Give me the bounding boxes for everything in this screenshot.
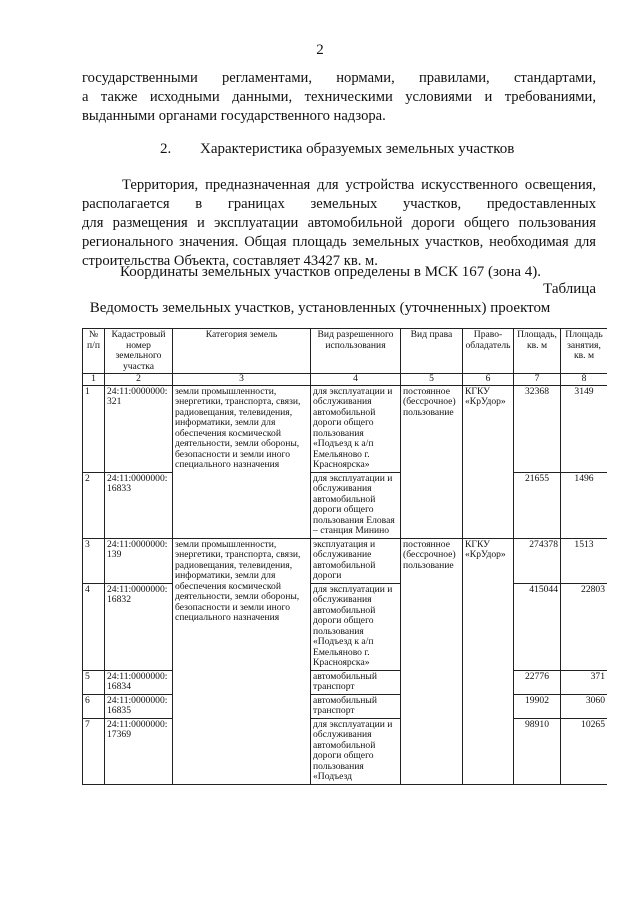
text-line: Территория, предназначенная для устройства искусственного освещения,: [122, 177, 596, 193]
permitted-use: для эксплуатации и обслуживания автомобильной дороги общего пользования «Подъезд к а/п Емельяново г. Красноярска»: [311, 385, 401, 472]
occupied-area: 1513: [561, 538, 608, 583]
territory-paragraph: [82, 176, 596, 271]
permitted-use: для эксплуатации и обслуживания автомобильной дороги общего пользования Еловая – станция Минино: [311, 472, 401, 538]
land-category: земли промышленности, энергетики, транспорта, связи, радиовещания, телевидения, информатики, земли для обеспечения космической деятельности, земли обороны, безопасности и земли иного специального назначения: [173, 538, 311, 784]
land-category: земли промышленности, энергетики, транспорта, связи, радиовещания, телевидения, информатики, земли для обеспечения космической деятельности, земли обороны, безопасности и земли иного специального назначения: [173, 385, 311, 538]
row-number: 6: [83, 694, 105, 718]
header-cell: Вид разрешенного использования: [311, 329, 401, 374]
column-number: 8: [561, 374, 608, 386]
text-line: располагается в границах земельных участков, предоставленных: [82, 196, 596, 212]
plot-area: 98910: [514, 718, 561, 784]
table-row: [83, 583, 608, 670]
header-cell: Кадастровый номер земельного участка: [105, 329, 173, 374]
column-number-row: [83, 374, 608, 386]
plot-area: 32368: [514, 385, 561, 472]
column-number: 6: [463, 374, 514, 386]
plot-area: 22776: [514, 670, 561, 694]
table-row: [83, 472, 608, 538]
occupied-area: 22803: [561, 583, 608, 670]
row-number: 3: [83, 538, 105, 583]
intro-paragraph: [82, 69, 596, 126]
table-row: [83, 670, 608, 694]
table-row: [83, 718, 608, 784]
text-line: строительства Объекта, составляет 43427 кв. м.: [82, 253, 378, 269]
text-line: а также исходными данными, техническими условиями и требованиями,: [82, 89, 596, 105]
permitted-use: автомобильный транспорт: [311, 694, 401, 718]
section-heading: [160, 141, 514, 158]
column-number: 7: [514, 374, 561, 386]
cadastral-number: 24:11:0000000: 321: [105, 385, 173, 472]
permitted-use: для эксплуатации и обслуживания автомобильной дороги общего пользования «Подъезд к а/п Емельяново г. Красноярска»: [311, 583, 401, 670]
right-type: постоянное (бессрочное) пользование: [401, 538, 463, 784]
header-cell: Вид права: [401, 329, 463, 374]
header-cell: № п/п: [83, 329, 105, 374]
occupied-area: 371: [561, 670, 608, 694]
occupied-area: 3149: [561, 385, 608, 472]
right-type: постоянное (бессрочное) пользование: [401, 385, 463, 538]
occupied-area: 10265: [561, 718, 608, 784]
header-cell: Право-обладатель: [463, 329, 514, 374]
text-line: государственными регламентами, нормами, правилами, стандартами,: [82, 70, 596, 86]
column-number: 3: [173, 374, 311, 386]
permitted-use: эксплуатация и обслуживание автомобильной дороги: [311, 538, 401, 583]
cadastral-number: 24:11:0000000: 139: [105, 538, 173, 583]
row-number: 2: [83, 472, 105, 538]
coordinates-text: Координаты земельных участков определены в МСК 167 (зона 4).: [120, 264, 542, 280]
table-row: [83, 385, 608, 472]
occupied-area: 1496: [561, 472, 608, 538]
column-number: 5: [401, 374, 463, 386]
header-cell: Площадь занятия, кв. м: [561, 329, 608, 374]
right-holder: КГКУ «КрУдор»: [463, 538, 514, 784]
land-plots-table: [82, 328, 607, 785]
table-title: Ведомость земельных участков, установленных (уточненных) проектом: [89, 300, 551, 316]
header-cell: Категория земель: [173, 329, 311, 374]
text-line: для размещения и эксплуатации автомобильной дороги общего пользования: [82, 215, 596, 231]
land-plots-table-container: [82, 328, 607, 848]
table-row: [83, 694, 608, 718]
row-number: 1: [83, 385, 105, 472]
row-number: 7: [83, 718, 105, 784]
table-label: Таблица: [543, 281, 596, 297]
permitted-use: для эксплуатации и обслуживания автомобильной дороги общего пользования «Подъезд: [311, 718, 401, 784]
right-holder: КГКУ «КрУдор»: [463, 385, 514, 538]
occupied-area: 3060: [561, 694, 608, 718]
column-number: 1: [83, 374, 105, 386]
cadastral-number: 24:11:0000000: 16834: [105, 670, 173, 694]
cadastral-number: 24:11:0000000: 17369: [105, 718, 173, 784]
plot-area: 21655: [514, 472, 561, 538]
column-number: 4: [311, 374, 401, 386]
column-number: 2: [105, 374, 173, 386]
cadastral-number: 24:11:0000000: 16835: [105, 694, 173, 718]
plot-area: 274378: [514, 538, 561, 583]
text-line: выданными органами государственного надзора.: [82, 108, 386, 124]
text-line: регионального значения. Общая площадь земельных участков, необходимая для: [82, 234, 596, 250]
cadastral-number: 24:11:0000000: 16832: [105, 583, 173, 670]
plot-area: 415044: [514, 583, 561, 670]
page-number: 2: [316, 42, 324, 58]
table-row: [83, 538, 608, 583]
row-number: 5: [83, 670, 105, 694]
cadastral-number: 24:11:0000000: 16833: [105, 472, 173, 538]
section-title: Характеристика образуемых земельных участков: [200, 141, 515, 157]
permitted-use: автомобильный транспорт: [311, 670, 401, 694]
row-number: 4: [83, 583, 105, 670]
table-header-row: [83, 329, 608, 374]
section-number: 2.: [160, 141, 172, 157]
header-cell: Площадь, кв. м: [514, 329, 561, 374]
plot-area: 19902: [514, 694, 561, 718]
